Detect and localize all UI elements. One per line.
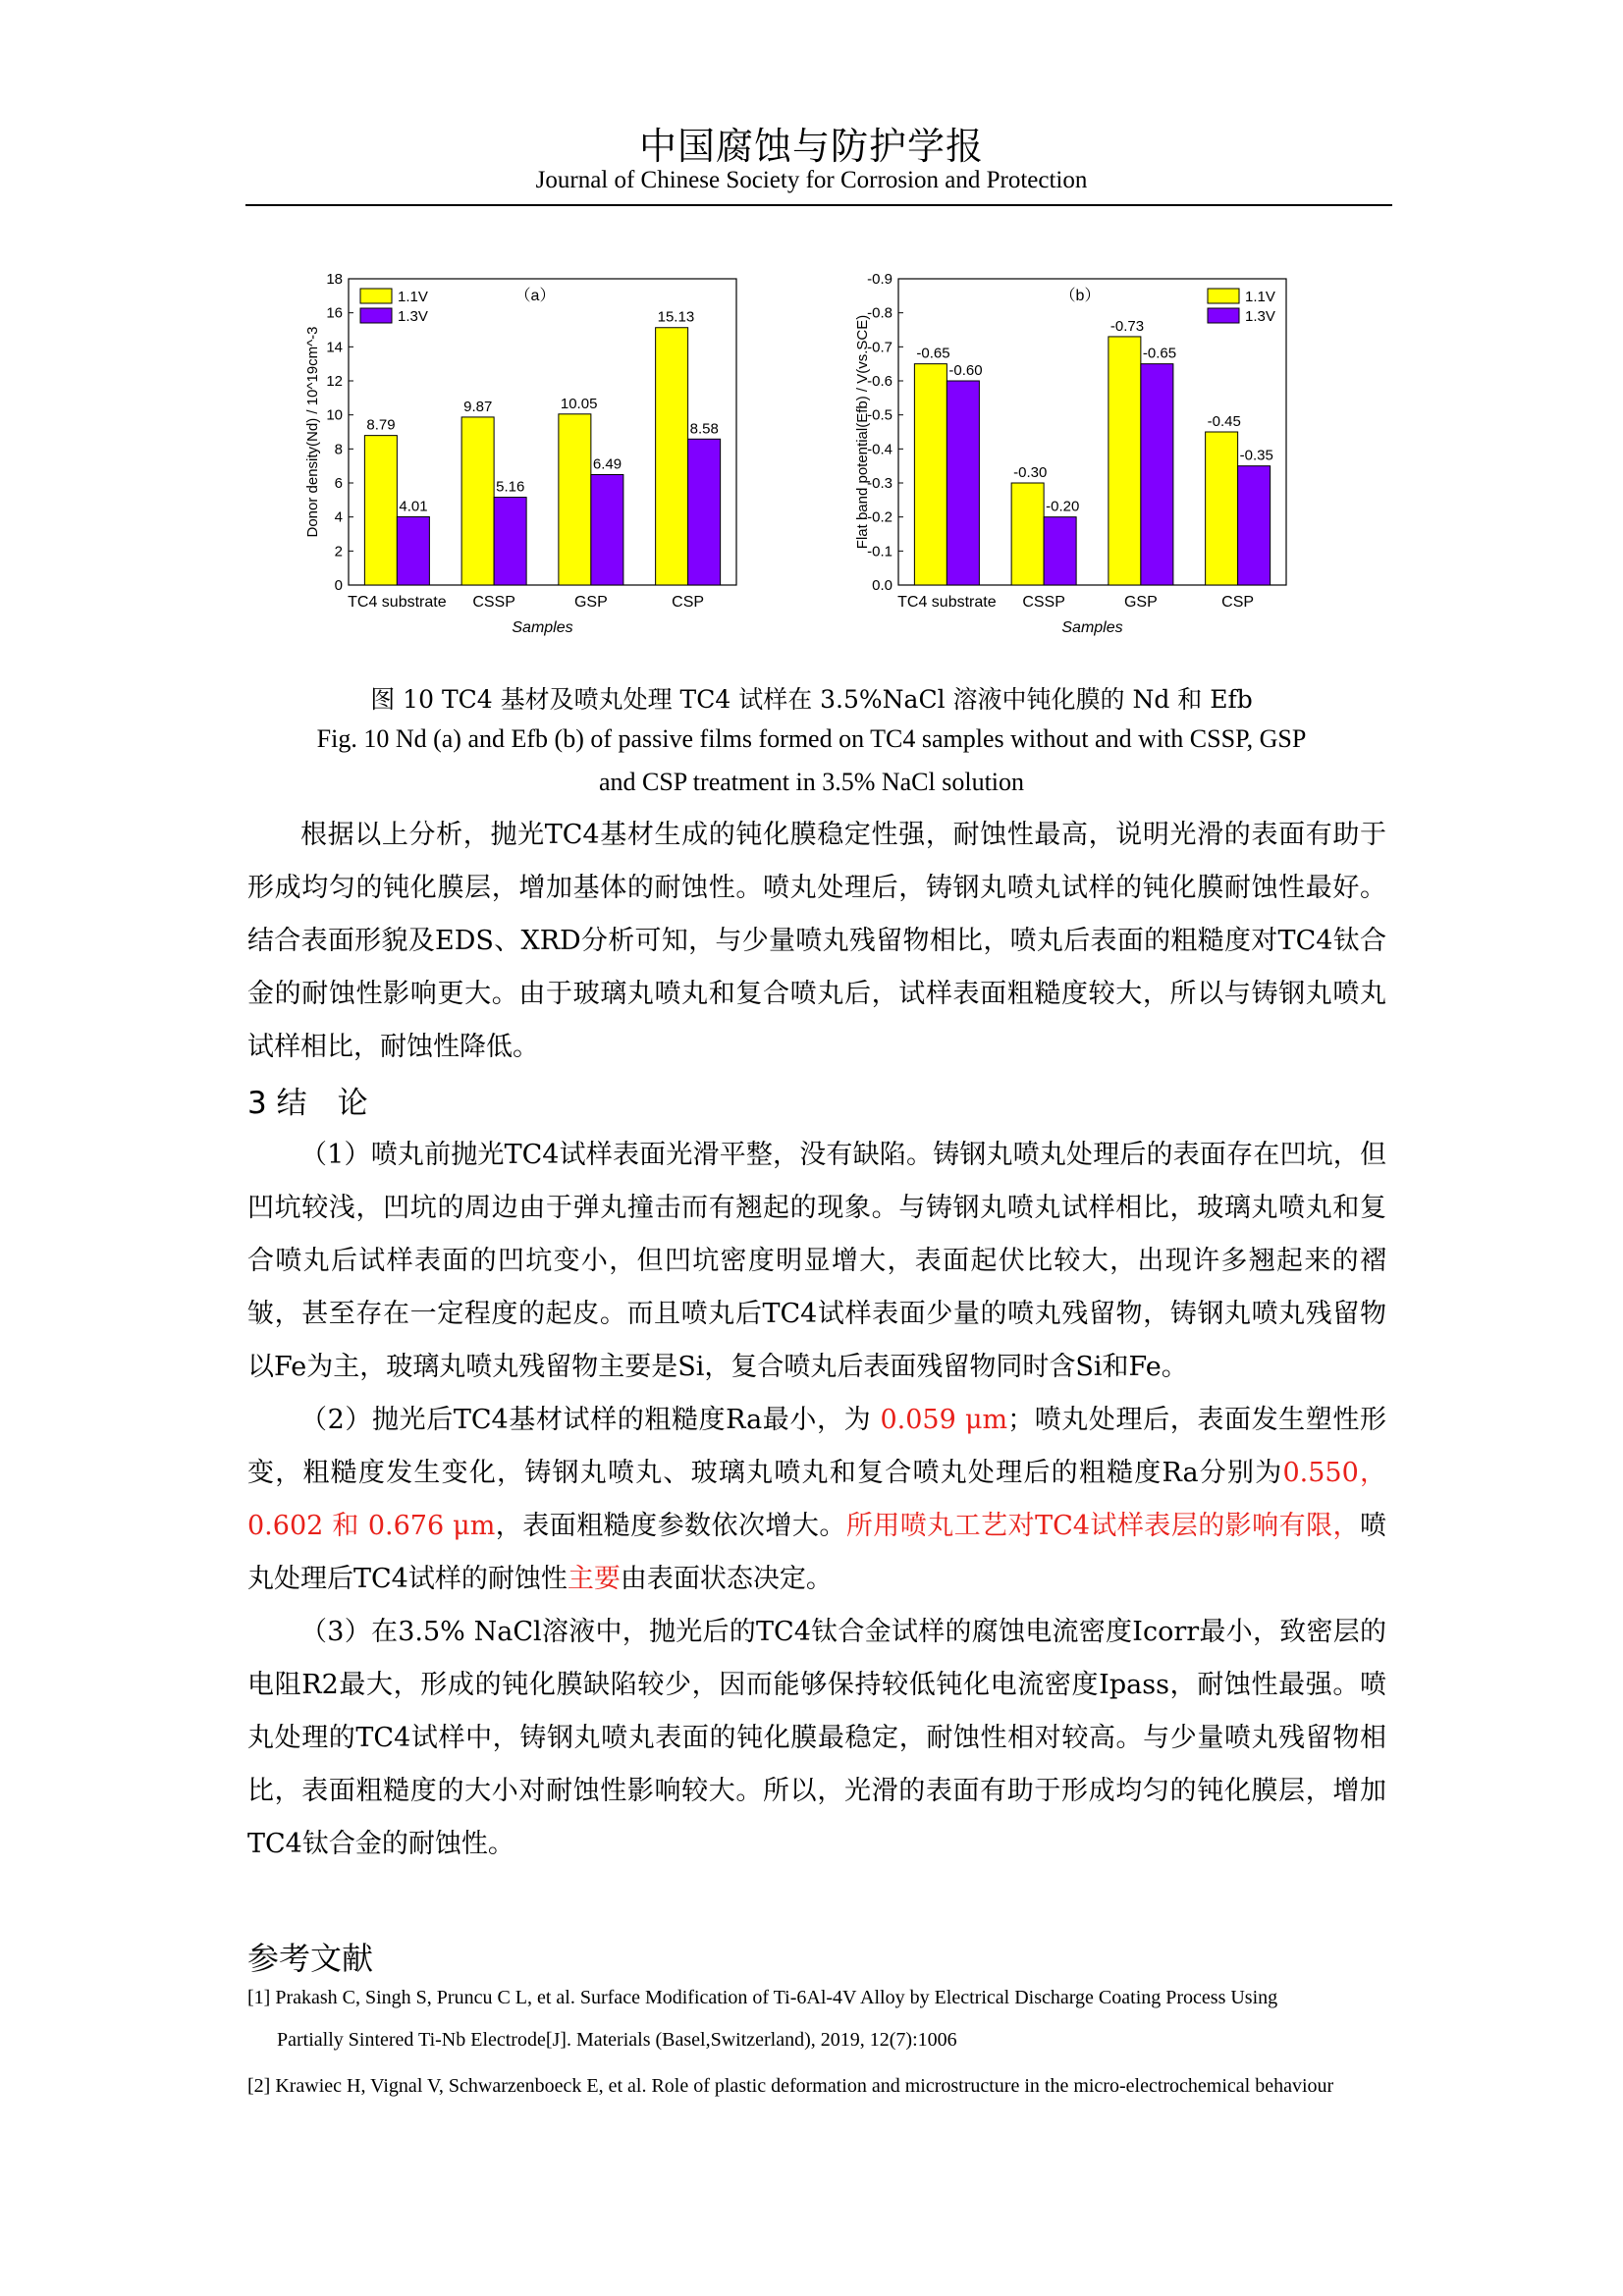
- conclusion-2: （2）抛光后TC4基材试样的粗糙度Ra最小，为 0.059 μm；喷丸处理后，表面发生塑性形变，粗糙度发生变化，铸钢丸喷丸、玻璃丸喷丸和复合喷丸处理后的粗糙度Ra分别为0.550，0.602 和 0.676 μm，表面粗糙度参数依次增大。所用喷丸工艺对TC4试样表层的影响有限，喷丸处理后TC4试样的耐蚀性主要由表面状态决定。: [247, 1405, 1387, 1594]
- chart-flat-band-potential: [854, 263, 1306, 646]
- chart-donor-density: [304, 263, 756, 646]
- bar-1.1V-CSSP: [1011, 483, 1044, 585]
- data-label: -0.60: [948, 362, 983, 379]
- x-tick-label: CSP: [672, 594, 705, 611]
- figure-caption-en-line2: and CSP treatment in 3.5% NaCl solution: [598, 768, 1025, 796]
- data-label: -0.30: [1013, 464, 1048, 481]
- y-tick-label: 0: [334, 577, 343, 594]
- data-label: -0.20: [1046, 498, 1080, 515]
- conclusion-1: （1）喷丸前抛光TC4试样表面光滑平整，没有缺陷。铸钢丸喷丸处理后的表面存在凹坑，但凹坑较浅，凹坑的周边由于弹丸撞击而有翘起的现象。与铸钢丸喷丸试样相比，玻璃丸喷丸和复合喷丸后试样表面的凹坑变小，但凹坑密度明显增大，表面起伏比较大，出现许多翘起来的褶皱，甚至存在一定程度的起皮。而且喷丸后TC4试样表面少量的喷丸残留物，铸钢丸喷丸残留物以Fe为主，玻璃丸喷丸残留物主要是Si，复合喷丸后表面残留物同时含Si和Fe。: [247, 1140, 1386, 1382]
- journal-title-en: Journal of Chinese Society for Corrosion and Protection: [535, 167, 1088, 193]
- data-label: 6.49: [592, 455, 622, 473]
- data-label: 15.13: [657, 308, 695, 326]
- data-label: 8.79: [366, 416, 396, 434]
- bar-1.3V-GSP: [1141, 364, 1173, 585]
- x-axis-label: Samples: [1061, 619, 1123, 636]
- reference-1: [1] Prakash C, Singh S, Pruncu C L, et al. Surface Modification of Ti-6Al-4V Alloy by Electrical Discharge Coating Process Using Partially Sintered Ti-Nb Electrode[J]. Materials (Basel,Switzerland), 2019, 12(7):1006: [247, 1987, 1278, 2051]
- y-tick-label: -0.6: [867, 373, 893, 390]
- y-tick-label: 2: [334, 543, 343, 561]
- x-tick-label: TC4 substrate: [348, 594, 447, 611]
- data-label: -0.65: [1142, 345, 1177, 362]
- x-tick-label: CSSP: [472, 594, 515, 611]
- y-tick-label: -0.9: [867, 271, 893, 288]
- bar-1.3V-TC4 substrate: [397, 516, 429, 585]
- reference-2: [2] Krawiec H, Vignal V, Schwarzenboeck E, et al. Role of plastic deformation and microstructure in the micro-electrochemical behaviour: [247, 2075, 1334, 2097]
- bar-1.1V-GSP: [559, 414, 591, 585]
- legend-label: 1.3V: [398, 308, 428, 325]
- y-tick-label: 6: [334, 475, 343, 492]
- references-title: 参考文献: [247, 1940, 374, 1977]
- bar-1.1V-TC4 substrate: [364, 436, 397, 585]
- y-tick-label: 16: [326, 304, 343, 322]
- x-tick-label: CSP: [1221, 594, 1255, 611]
- y-tick-label: 4: [334, 508, 343, 526]
- bar-1.1V-GSP: [1109, 337, 1141, 585]
- bar-1.3V-GSP: [591, 475, 623, 585]
- y-tick-label: 14: [326, 339, 343, 356]
- data-label: -0.45: [1207, 413, 1241, 430]
- legend-label: 1.1V: [398, 289, 428, 305]
- y-tick-label: 0.0: [872, 577, 893, 594]
- legend-label: 1.3V: [1245, 308, 1275, 325]
- panel-label: （b）: [1059, 288, 1101, 304]
- section-title: 3 结 论: [247, 1086, 368, 1121]
- y-tick-label: -0.2: [867, 508, 893, 526]
- y-tick-label: 10: [326, 406, 343, 424]
- figure-caption-cn: 图 10 TC4 基材及喷丸处理 TC4 试样在 3.5%NaCl 溶液中钝化膜的 Nd 和 Efb: [370, 685, 1253, 714]
- y-tick-label: 8: [334, 441, 343, 458]
- data-label: 9.87: [463, 398, 493, 415]
- x-tick-label: TC4 substrate: [897, 594, 997, 611]
- y-tick-label: -0.8: [867, 304, 893, 322]
- figure-caption-en-line1: Fig. 10 Nd (a) and Efb (b) of passive films formed on TC4 samples without and with CSSP, GSP: [316, 724, 1307, 753]
- bar-1.3V-CSSP: [1044, 517, 1076, 585]
- x-tick-label: GSP: [1123, 594, 1158, 611]
- legend-label: 1.1V: [1245, 289, 1275, 305]
- y-axis-label: Flat band potential(Efb) / V(vs.SCE): [854, 314, 871, 550]
- journal-title-cn: 中国腐蚀与防护学报: [638, 125, 984, 168]
- data-label: 5.16: [496, 478, 525, 496]
- y-tick-label: -0.7: [867, 339, 893, 356]
- data-label: -0.65: [916, 345, 950, 362]
- bar-1.3V-TC4 substrate: [947, 381, 979, 585]
- y-tick-label: 18: [326, 271, 343, 288]
- data-label: 4.01: [399, 498, 428, 515]
- legend-swatch-1.3V: [1208, 308, 1239, 323]
- legend-swatch-1.1V: [360, 289, 392, 303]
- data-label: -0.35: [1239, 447, 1273, 464]
- bar-1.3V-CSP: [1238, 466, 1271, 585]
- bar-1.1V-CSP: [1206, 432, 1238, 585]
- y-tick-label: -0.4: [867, 441, 893, 458]
- header-rule: [245, 204, 1392, 206]
- bar-1.3V-CSSP: [494, 498, 526, 585]
- x-axis-label: Samples: [512, 619, 573, 636]
- legend-swatch-1.1V: [1208, 289, 1239, 303]
- data-label: 8.58: [689, 420, 719, 438]
- analysis-paragraph: 根据以上分析，抛光TC4基材生成的钝化膜稳定性强，耐蚀性最高，说明光滑的表面有助于形成均匀的钝化膜层，增加基体的耐蚀性。喷丸处理后，铸钢丸喷丸试样的钝化膜耐蚀性最好。结合表面形貌及EDS、XRD分析可知，与少量喷丸残留物相比，喷丸后表面的粗糙度对TC4钛合金的耐蚀性影响更大。由于玻璃丸喷丸和复合喷丸后，试样表面粗糙度较大，所以与铸钢丸喷丸试样相比，耐蚀性降低。: [247, 820, 1386, 1062]
- y-tick-label: -0.5: [867, 406, 893, 424]
- x-tick-label: GSP: [573, 594, 608, 611]
- data-label: 10.05: [560, 395, 598, 412]
- x-tick-label: CSSP: [1022, 594, 1065, 611]
- data-label: -0.73: [1109, 317, 1145, 335]
- bar-1.3V-CSP: [688, 439, 721, 585]
- conclusion-3: （3）在3.5% NaCl溶液中，抛光后的TC4钛合金试样的腐蚀电流密度Icorr最小，致密层的电阻R2最大，形成的钝化膜缺陷较少，因而能够保持较低钝化电流密度Ipass，耐蚀性最强。喷丸处理的TC4试样中，铸钢丸喷丸表面的钝化膜最稳定，耐蚀性相对较高。与少量喷丸残留物相比，表面粗糙度的大小对耐蚀性影响较大。所以，光滑的表面有助于形成均匀的钝化膜层，增加TC4钛合金的耐蚀性。: [247, 1617, 1386, 1859]
- bar-1.1V-CSP: [656, 328, 688, 585]
- y-tick-label: 12: [326, 373, 343, 390]
- conclusions: [247, 1129, 1386, 1871]
- panel-label: （a）: [514, 288, 556, 304]
- y-tick-label: -0.1: [867, 543, 893, 561]
- y-tick-label: -0.3: [867, 475, 893, 492]
- legend-swatch-1.3V: [360, 308, 392, 323]
- bar-1.1V-CSSP: [461, 417, 494, 585]
- bar-1.1V-TC4 substrate: [914, 364, 947, 585]
- y-axis-label: Donor density(Nd) / 10^19cm^-3: [304, 326, 321, 538]
